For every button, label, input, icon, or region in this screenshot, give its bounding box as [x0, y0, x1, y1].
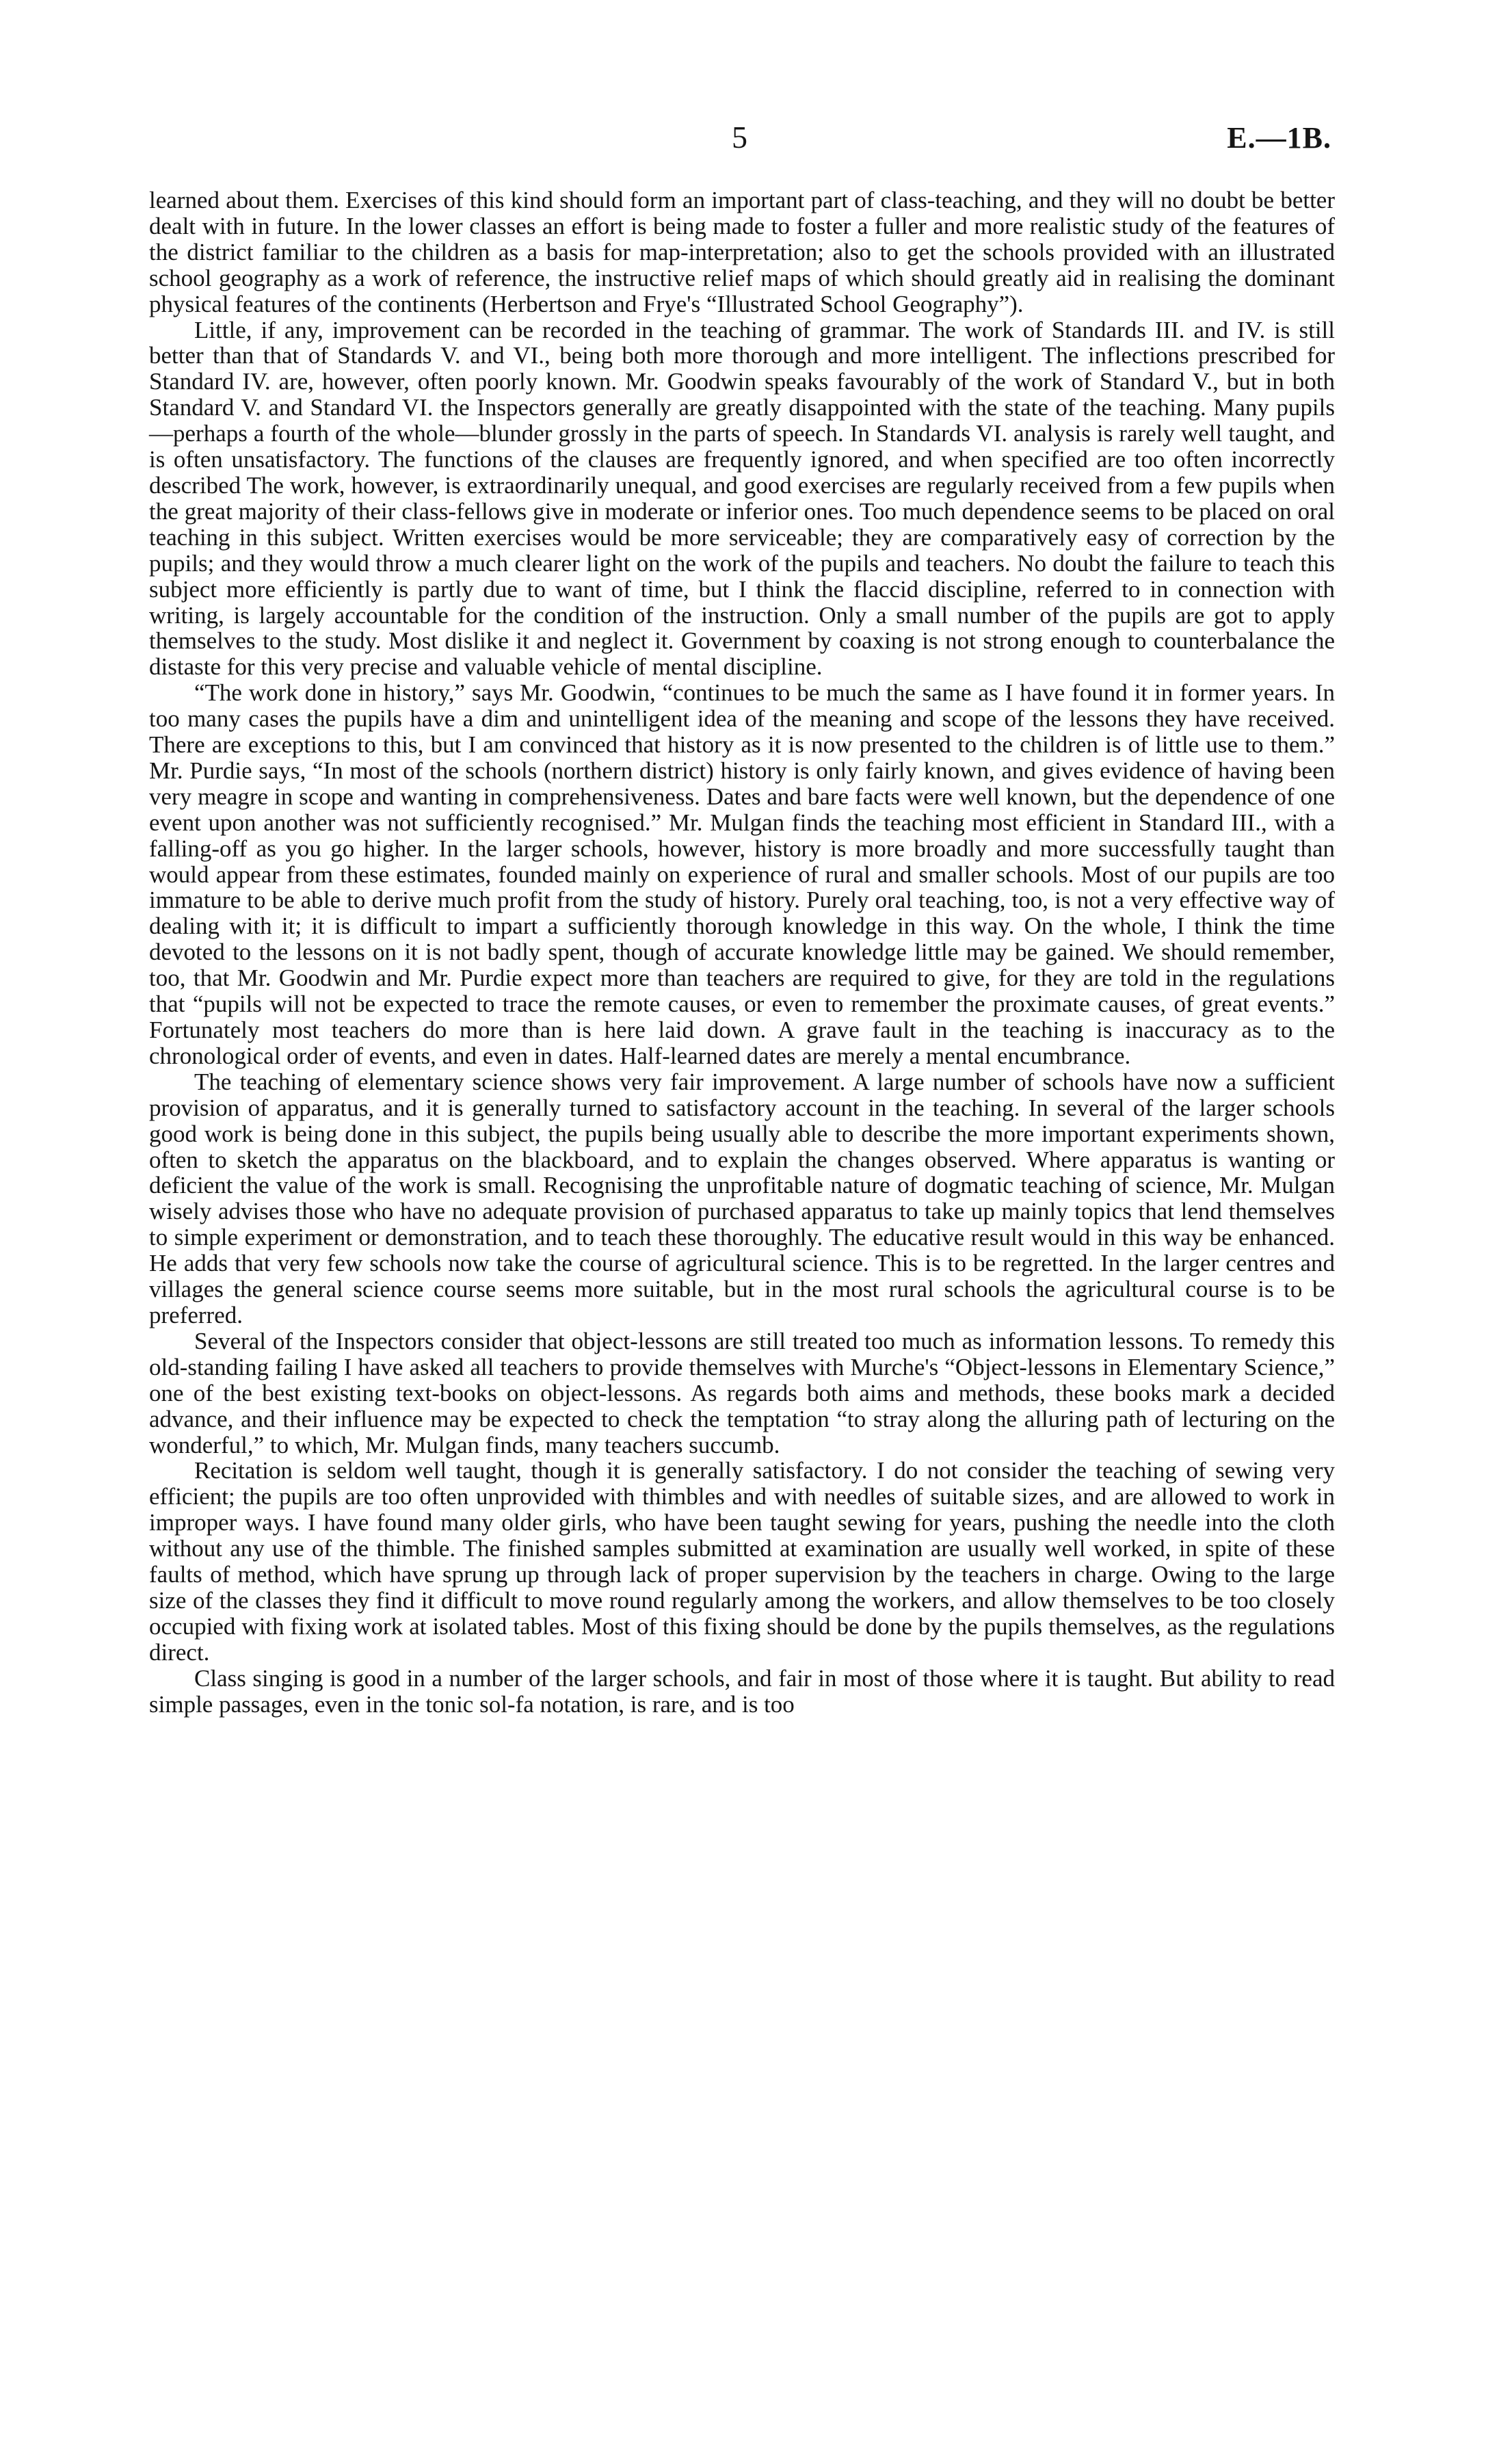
paragraph-elementary-science: The teaching of elementary science shows very fair improvement. A large number of schools have now a sufficient provision of apparatus, and it is generally turned to satisfactory account in the teaching. In several of the larger schools good work is being done in this subject, the pupils being usually able to describe the more important experiments shown, often to sketch the apparatus on the blackboard, and to explain the changes observed. Where apparatus is wanting or deficient the value of the work is small. Recognising the unprofitable nature of dogmatic teaching of science, Mr. Mulgan wisely advises those who have no adequate provision of purchased apparatus to take up mainly topics that lend themselves to simple experiment or demonstration, and to teach these thoroughly. The educative result would in this way be enhanced. He adds that very few schools now take the course of agricultural science. This is to be regretted. In the larger centres and villages the general science course seems more suitable, but in the most rural schools the agricultural course is to be preferred.: [149, 1068, 1335, 1328]
paragraph-object-lessons: Several of the Inspectors consider that object-lessons are still treated too much as information lessons. To remedy this old-standing failing I have asked all teachers to provide themselves with Murche's “Object-lessons in Elementary Science,” one of the best existing text-books on object-lessons. As regards both aims and methods, these books mark a decided advance, and their influence may be expected to check the temptation “to stray along the alluring path of lecturing on the wonderful,” to which, Mr. Mulgan finds, many teachers succumb.: [149, 1327, 1335, 1458]
body-text: [149, 187, 1335, 1717]
document-reference: E.—1B.: [1227, 121, 1331, 155]
paragraph-history: “The work done in history,” says Mr. Goodwin, “continues to be much the same as I have found it in former years. In too many cases the pupils have a dim and unintelligent idea of the meaning and scope of the lessons they have received. There are exceptions to this, but I am convinced that history as it is now presented to the children is of little use to them.” Mr. Purdie says, “In most of the schools (northern district) history is only fairly known, and gives evidence of having been very meagre in scope and wanting in comprehensiveness. Dates and bare facts were well known, but the dependence of one event upon another was not sufficiently recognised.” Mr. Mulgan finds the teaching most efficient in Standard III., with a falling-off as you go higher. In the larger schools, however, history is more broadly and more successfully taught than would appear from these estimates, founded mainly on experience of rural and smaller schools. Most of our pupils are too immature to be able to derive much profit from the study of history. Purely oral teaching, too, is not a very effective way of dealing with it; it is difficult to impart a sufficiently thorough knowledge in this way. On the whole, I think the time devoted to the lessons on it is not badly spent, though of accurate knowledge little may be gained. We should remember, too, that Mr. Goodwin and Mr. Purdie expect more than teachers are required to give, for they are told in the regulations that “pupils will not be expected to trace the remote causes, or even to remember the proximate causes, of great events.” Fortunately most teachers do more than is here laid down. A grave fault in the teaching is inaccuracy as to the chronological order of events, and even in dates. Half-learned dates are merely a mental encumbrance.: [149, 679, 1335, 1069]
paragraph-recitation-sewing: Recitation is seldom well taught, though it is generally satisfactory. I do not consider the teaching of sewing very efficient; the pupils are too often unprovided with thimbles and with needles of suitable sizes, and are allowed to work in improper ways. I have found many older girls, who have been taught sewing for years, pushing the needle into the cloth without any use of the thimble. The finished samples submitted at examination are usually well worked, in spite of these faults of method, which have sprung up through lack of proper supervision by the teachers in charge. Owing to the large size of the classes they find it difficult to move round regularly among the workers, and allow themselves to be too closely occupied with fixing work at isolated tables. Most of this fixing should be done by the pupils themselves, as the regulations direct.: [149, 1457, 1335, 1666]
paragraph-grammar: Little, if any, improvement can be recorded in the teaching of grammar. The work of Standards III. and IV. is still better than that of Standards V. and VI., being both more thorough and more intelligent. The inflections prescribed for Standard IV. are, however, often poorly known. Mr. Goodwin speaks favourably of the work of Standard V., but in both Standard V. and Standard VI. the Inspectors generally are greatly disappointed with the state of the teaching. Many pupils—perhaps a fourth of the whole—blunder grossly in the parts of speech. In Standards VI. analysis is rarely well taught, and is often unsatisfactory. The functions of the clauses are frequently ignored, and when specified are too often incorrectly described The work, however, is extraordinarily unequal, and good exercises are regularly received from a few pupils when the great majority of their class-fellows give in moderate or inferior ones. Too much dependence seems to be placed on oral teaching in this subject. Written exercises would be more serviceable; they are comparatively easy of correction by the pupils; and they would throw a much clearer light on the work of the pupils and teachers. No doubt the failure to teach this subject more efficiently is partly due to want of time, but I think the flaccid discipline, referred to in connection with writing, is largely accountable for the condition of the instruction. Only a small number of the pupils are got to apply themselves to the study. Most dislike it and neglect it. Government by coaxing is not strong enough to counterbalance the distaste for this very precise and valuable vehicle of mental discipline.: [149, 316, 1335, 681]
page-number: 5: [732, 120, 747, 155]
paragraph-class-singing: Class singing is good in a number of the larger schools, and fair in most of those where it is taught. But ability to read simple passages, even in the tonic sol-fa notation, is rare, and is too: [149, 1664, 1335, 1718]
paragraph-geography-continued: learned about them. Exercises of this kind should form an important part of class-teaching, and they will no doubt be better dealt with in future. In the lower classes an effort is being made to foster a fuller and more realistic study of the features of the district familiar to the children as a basis for map-interpretation; also to get the schools provided with an illustrated school geography as a work of reference, the instructive relief maps of which should greatly aid in realising the dominant physical features of the continents (Herbertson and Frye's “Illustrated School Geography”).: [149, 187, 1335, 317]
